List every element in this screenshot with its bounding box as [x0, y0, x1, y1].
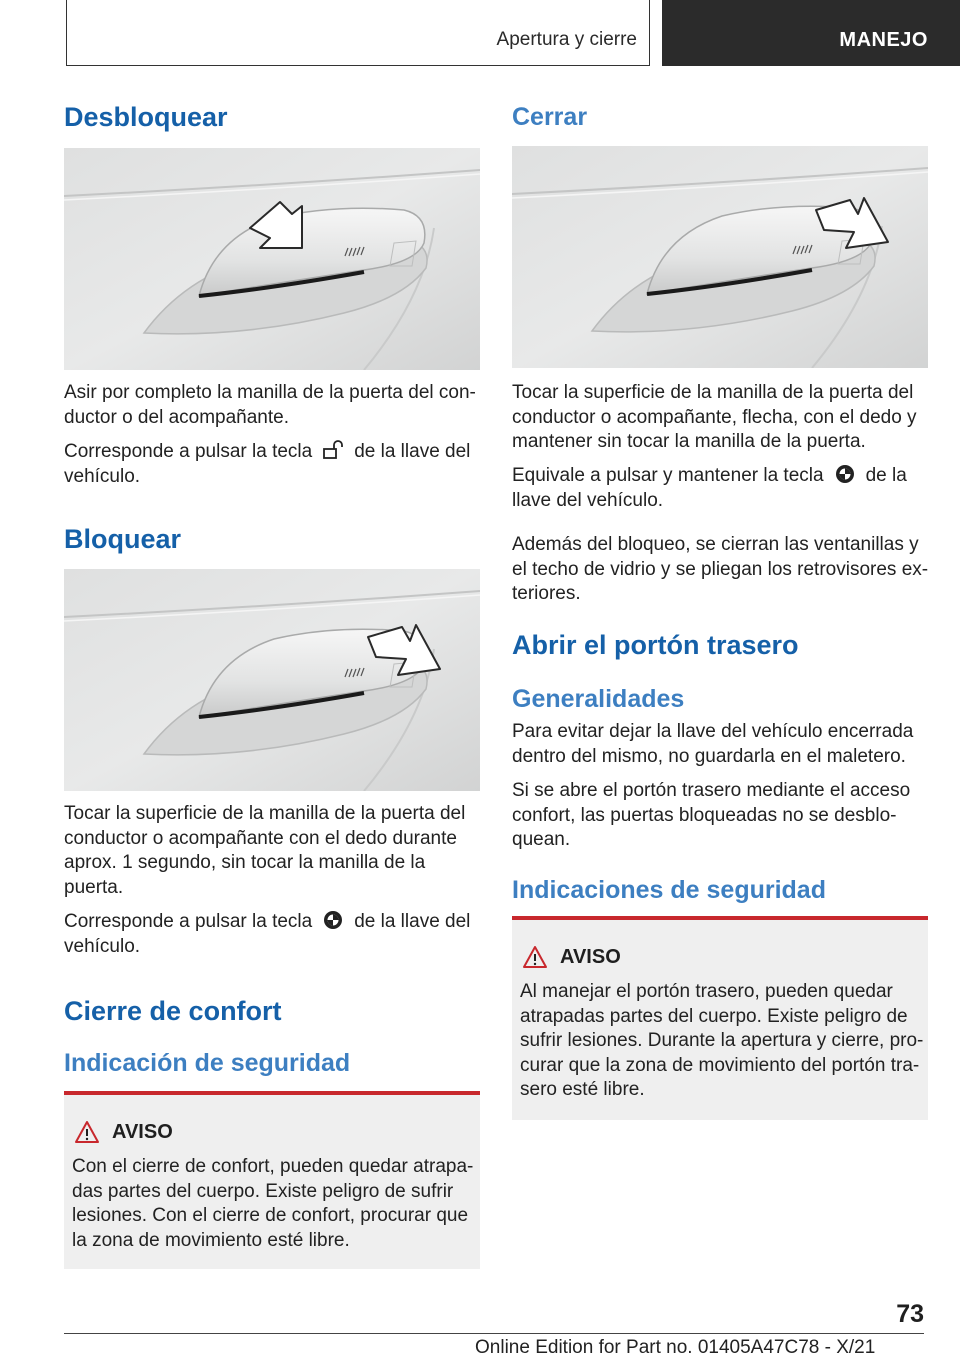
bmw-logo-icon [322, 910, 344, 930]
unlock-icon [322, 440, 344, 460]
paragraph-key: Equivale a pulsar y mantener la tecla de la llave del vehículo. [512, 465, 907, 511]
warning-title: AVISO [560, 945, 621, 968]
chapter-title: MANEJO [839, 29, 928, 51]
section-title: Apertura y cierre [496, 29, 637, 50]
paragraph: Además del bloqueo, se cierran las ventanillas y el techo de vidrio y se pliegan los retrovisores ex-teriores. [512, 534, 929, 604]
heading-desbloquear: Desbloquear [64, 102, 228, 132]
warning-icon [522, 945, 548, 969]
door-handle-close-image [512, 146, 928, 368]
footer-divider [64, 1333, 924, 1334]
warning-text: Al manejar el portón trasero, pueden quedar atrapadas partes del cuerpo. Existe peligro de sufrir lesiones. Durante la apertura y cierre, pro-curar que la zona de movimiento del portón tra-sero esté libre. [520, 981, 924, 1100]
paragraph: Tocar la superficie de la manilla de la puerta del conductor o acompañante, flecha, con el dedo y mantener sin tocar la manilla de la puerta. [512, 382, 917, 452]
subheading-seguridad: Indicaciones de seguridad [512, 876, 826, 904]
paragraph: Tocar la superficie de la manilla de la puerta del conductor o acompañante con el dedo durante aprox. 1 segundo, sin tocar la manilla de la puerta. [64, 803, 466, 898]
section-tab [66, 0, 650, 66]
warning-icon [74, 1120, 100, 1144]
bmw-logo-icon [834, 464, 856, 484]
paragraph: Asir por completo la manilla de la puerta del con-ductor o del acompañante. [64, 382, 476, 428]
subheading-generalidades: Generalidades [512, 685, 685, 713]
paragraph: Para evitar dejar la llave del vehículo encerrada dentro del mismo, no guardarla en el maletero. [512, 721, 914, 767]
paragraph-key: Corresponde a pulsar la tecla de la llave del vehículo. [64, 441, 471, 487]
edition-text: Online Edition for Part no. 01405A47C78 - X/21 [475, 1337, 876, 1358]
paragraph: Si se abre el portón trasero mediante el acceso confort, las puertas bloqueadas no se desblo-quean. [512, 780, 911, 850]
page-header [0, 0, 960, 66]
heading-cierre-confort: Cierre de confort [64, 996, 282, 1026]
door-handle-unlock-image [64, 148, 480, 370]
heading-porton: Abrir el portón trasero [512, 630, 799, 660]
warning-text: Con el cierre de confort, pueden quedar atrapa-das partes del cuerpo. Existe peligro de sufrir lesiones. Con el cierre de confort, procurar que la zona de movimiento esté libre. [72, 1156, 474, 1251]
subheading-indicacion: Indicación de seguridad [64, 1049, 351, 1077]
paragraph-key: Corresponde a pulsar la tecla de la llave del vehículo. [64, 911, 471, 957]
heading-bloquear: Bloquear [64, 524, 182, 554]
chapter-tab [662, 0, 960, 66]
warning-title: AVISO [112, 1120, 173, 1143]
warning-box [64, 1091, 480, 1269]
door-handle-lock-image [64, 569, 480, 791]
page-number: 73 [896, 1300, 924, 1328]
heading-cerrar: Cerrar [512, 103, 588, 131]
warning-box [512, 916, 928, 1120]
